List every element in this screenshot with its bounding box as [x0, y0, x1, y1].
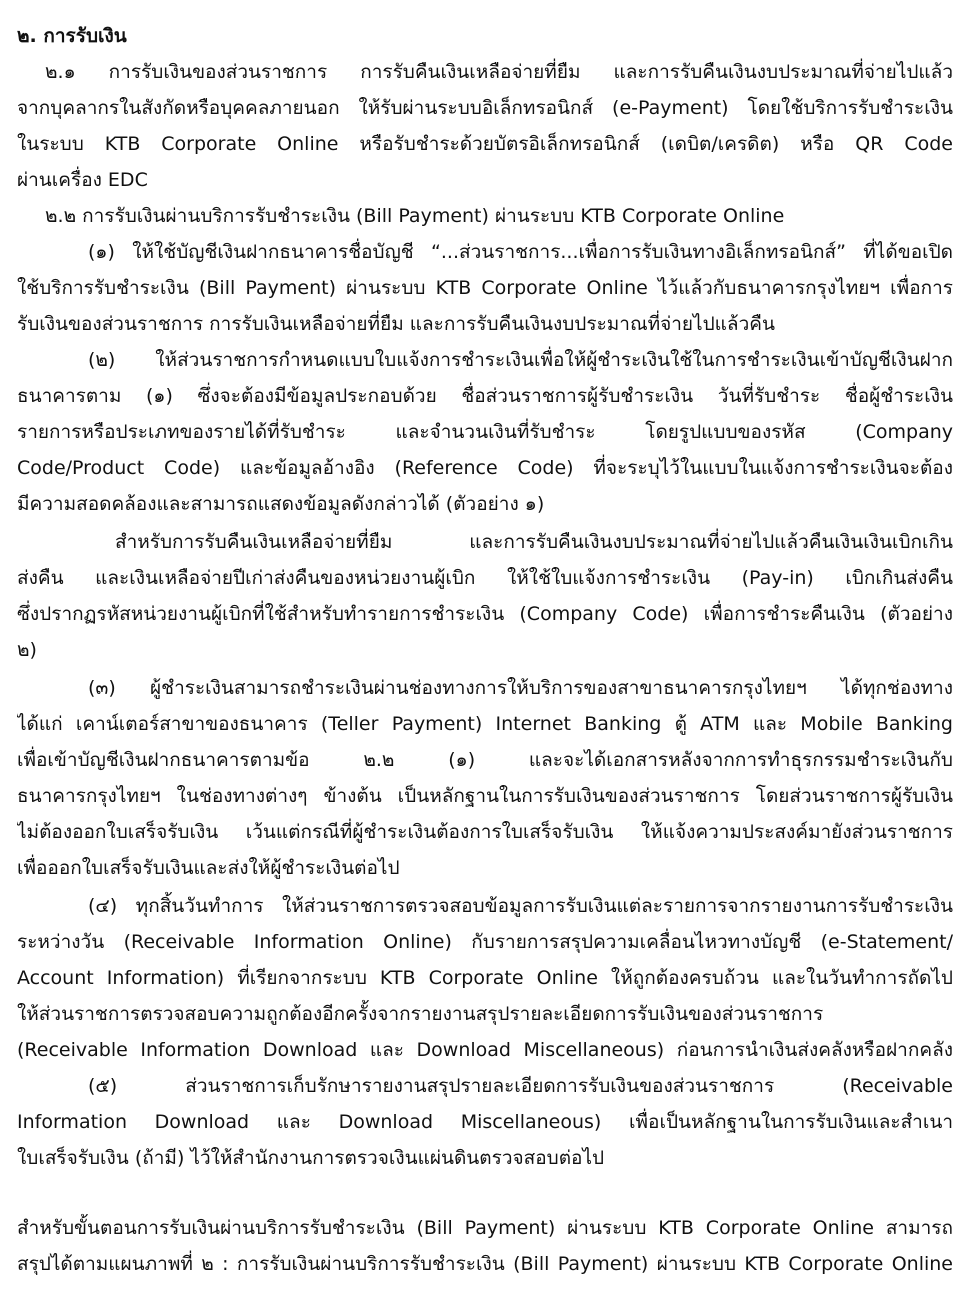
paragraph-line: ใช้บริการรับชำระเงิน (Bill Payment) ผ่านระบบ KTB Corporate Online ไว้แล้วกับธนาคารกรุงไทยฯ เพื่อการ: [17, 277, 953, 299]
paragraph-line: ผ่านเครื่อง EDC: [17, 169, 148, 191]
paragraph-line: รับเงินของส่วนราชการ การรับเงินเหลือจ่ายที่ยืม และการรับคืนเงินงบประมาณที่จ่ายไปแล้วคืน: [17, 313, 775, 335]
paragraph-line: Information Download และ Download Miscellaneous) เพื่อเป็นหลักฐานในการรับเงินและสำเนา: [17, 1111, 953, 1133]
paragraph-line: จากบุคลากรในสังกัดหรือบุคคลภายนอก ให้รับผ่านระบบอิเล็กทรอนิกส์ (e-Payment) โดยใช้บริการรับชำระเงิน: [17, 97, 953, 119]
paragraph-line: ธนาคารกรุงไทยฯ ในช่องทางต่างๆ ข้างต้น เป็นหลักฐานในการรับเงินของส่วนราชการ โดยส่วนราชการผู้รับเงิน: [17, 785, 953, 807]
paragraph-line: ซึ่งปรากฏรหัสหน่วยงานผู้เบิกที่ใช้สำหรับทำรายการชำระเงิน (Company Code) เพื่อการชำระคืนเงิน (ตัวอย่าง: [17, 603, 953, 625]
paragraph-line: ในระบบ KTB Corporate Online หรือรับชำระด้วยบัตรอิเล็กทรอนิกส์ (เดบิต/เครดิต) หรือ QR Code: [17, 133, 953, 155]
paragraph-line: (๓) ผู้ชำระเงินสามารถชำระเงินผ่านช่องทางการให้บริการของสาขาธนาคารกรุงไทยฯ ได้ทุกช่องทาง: [88, 677, 953, 699]
paragraph-line: ให้ส่วนราชการตรวจสอบความถูกต้องอีกครั้งจากรายงานสรุปรายละเอียดการรับเงินของส่วนราชการ: [17, 1003, 824, 1025]
section-heading: ๒. การรับเงิน: [17, 25, 127, 47]
closing-line: สำหรับขั้นตอนการรับเงินผ่านบริการรับชำระเงิน (Bill Payment) ผ่านระบบ KTB Corporate Online สามารถ: [17, 1217, 953, 1239]
paragraph-line: ส่งคืน และเงินเหลือจ่ายปีเก่าส่งคืนของหน่วยงานผู้เบิก ให้ใช้ใบแจ้งการชำระเงิน (Pay-in) เบิกเกินส่งคืน: [17, 567, 953, 589]
paragraph-line: (Receivable Information Download และ Download Miscellaneous) ก่อนการนำเงินส่งคลังหรือฝากคลัง: [17, 1039, 953, 1061]
paragraph-line: ใบเสร็จรับเงิน (ถ้ามี) ไว้ให้สำนักงานการตรวจเงินแผ่นดินตรวจสอบต่อไป: [17, 1147, 605, 1169]
paragraph-line: รายการหรือประเภทของรายได้ที่รับชำระ และจำนวนเงินที่รับชำระ โดยรูปแบบของรหัส (Company: [17, 421, 953, 443]
paragraph-line: เพื่อออกใบเสร็จรับเงินและส่งให้ผู้ชำระเงินต่อไป: [17, 857, 400, 879]
paragraph-line: มีความสอดคล้องและสามารถแสดงข้อมูลดังกล่าวได้ (ตัวอย่าง ๑): [17, 493, 545, 515]
paragraph-line: (๑) ให้ใช้บัญชีเงินฝากธนาคารชื่อบัญชี “...ส่วนราชการ...เพื่อการรับเงินทางอิเล็กทรอนิกส์” ที่ได้ขอเปิด: [88, 241, 953, 263]
paragraph-line: ธนาคารตาม (๑) ซึ่งจะต้องมีข้อมูลประกอบด้วย ชื่อส่วนราชการผู้รับชำระเงิน วันที่รับชำระ ชื่อผู้ชำระเงิน: [17, 385, 953, 407]
paragraph-line: สำหรับการรับคืนเงินเหลือจ่ายที่ยืม และการรับคืนเงินงบประมาณที่จ่ายไปแล้วคืนเงินเงินเบิกเกิน: [115, 531, 953, 553]
paragraph-line: Account Information) ที่เรียกจากระบบ KTB Corporate Online ให้ถูกต้องครบถ้วน และในวันทำการถัดไป: [17, 967, 953, 989]
paragraph-line: ๒.๑ การรับเงินของส่วนราชการ การรับคืนเงินเหลือจ่ายที่ยืม และการรับคืนเงินงบประมาณที่จ่ายไปแล้ว: [45, 61, 953, 83]
paragraph-line: ได้แก่ เคาน์เตอร์สาขาของธนาคาร (Teller Payment) Internet Banking ตู้ ATM และ Mobile Banking: [17, 713, 953, 735]
paragraph-line: (๒) ให้ส่วนราชการกำหนดแบบใบแจ้งการชำระเงินเพื่อให้ผู้ชำระเงินใช้ในการชำระเงินเข้าบัญชีเงินฝาก: [88, 349, 953, 371]
paragraph-line: ไม่ต้องออกใบเสร็จรับเงิน เว้นแต่กรณีที่ผู้ชำระเงินต้องการใบเสร็จรับเงิน ให้แจ้งความประสงค์มายังส่วนราชการ: [17, 821, 953, 843]
subsection-title: ๒.๒ การรับเงินผ่านบริการรับชำระเงิน (Bill Payment) ผ่านระบบ KTB Corporate Online: [45, 205, 785, 227]
paragraph-line: ระหว่างวัน (Receivable Information Online) กับรายการสรุปความเคลื่อนไหวทางบัญชี (e-Statement/: [17, 931, 953, 953]
closing-line: สรุปได้ตามแผนภาพที่ ๒ : การรับเงินผ่านบริการรับชำระเงิน (Bill Payment) ผ่านระบบ KTB Corporate Online: [17, 1253, 953, 1275]
paragraph-line: (๕) ส่วนราชการเก็บรักษารายงานสรุปรายละเอียดการรับเงินของส่วนราชการ (Receivable: [88, 1075, 953, 1097]
paragraph-line: Code/Product Code) และข้อมูลอ้างอิง (Reference Code) ที่จะระบุไว้ในแบบในแจ้งการชำระเงินจะต้อง: [17, 457, 953, 479]
paragraph-line: เพื่อเข้าบัญชีเงินฝากธนาคารตามข้อ ๒.๒ (๑) และจะได้เอกสารหลังจากการทำธุรกรรมชำระเงินกับ: [17, 749, 953, 771]
paragraph-line: ๒): [17, 639, 37, 661]
paragraph-line: (๔) ทุกสิ้นวันทำการ ให้ส่วนราชการตรวจสอบข้อมูลการรับเงินแต่ละรายการจากรายงานการรับชำระเงิน: [88, 895, 953, 917]
